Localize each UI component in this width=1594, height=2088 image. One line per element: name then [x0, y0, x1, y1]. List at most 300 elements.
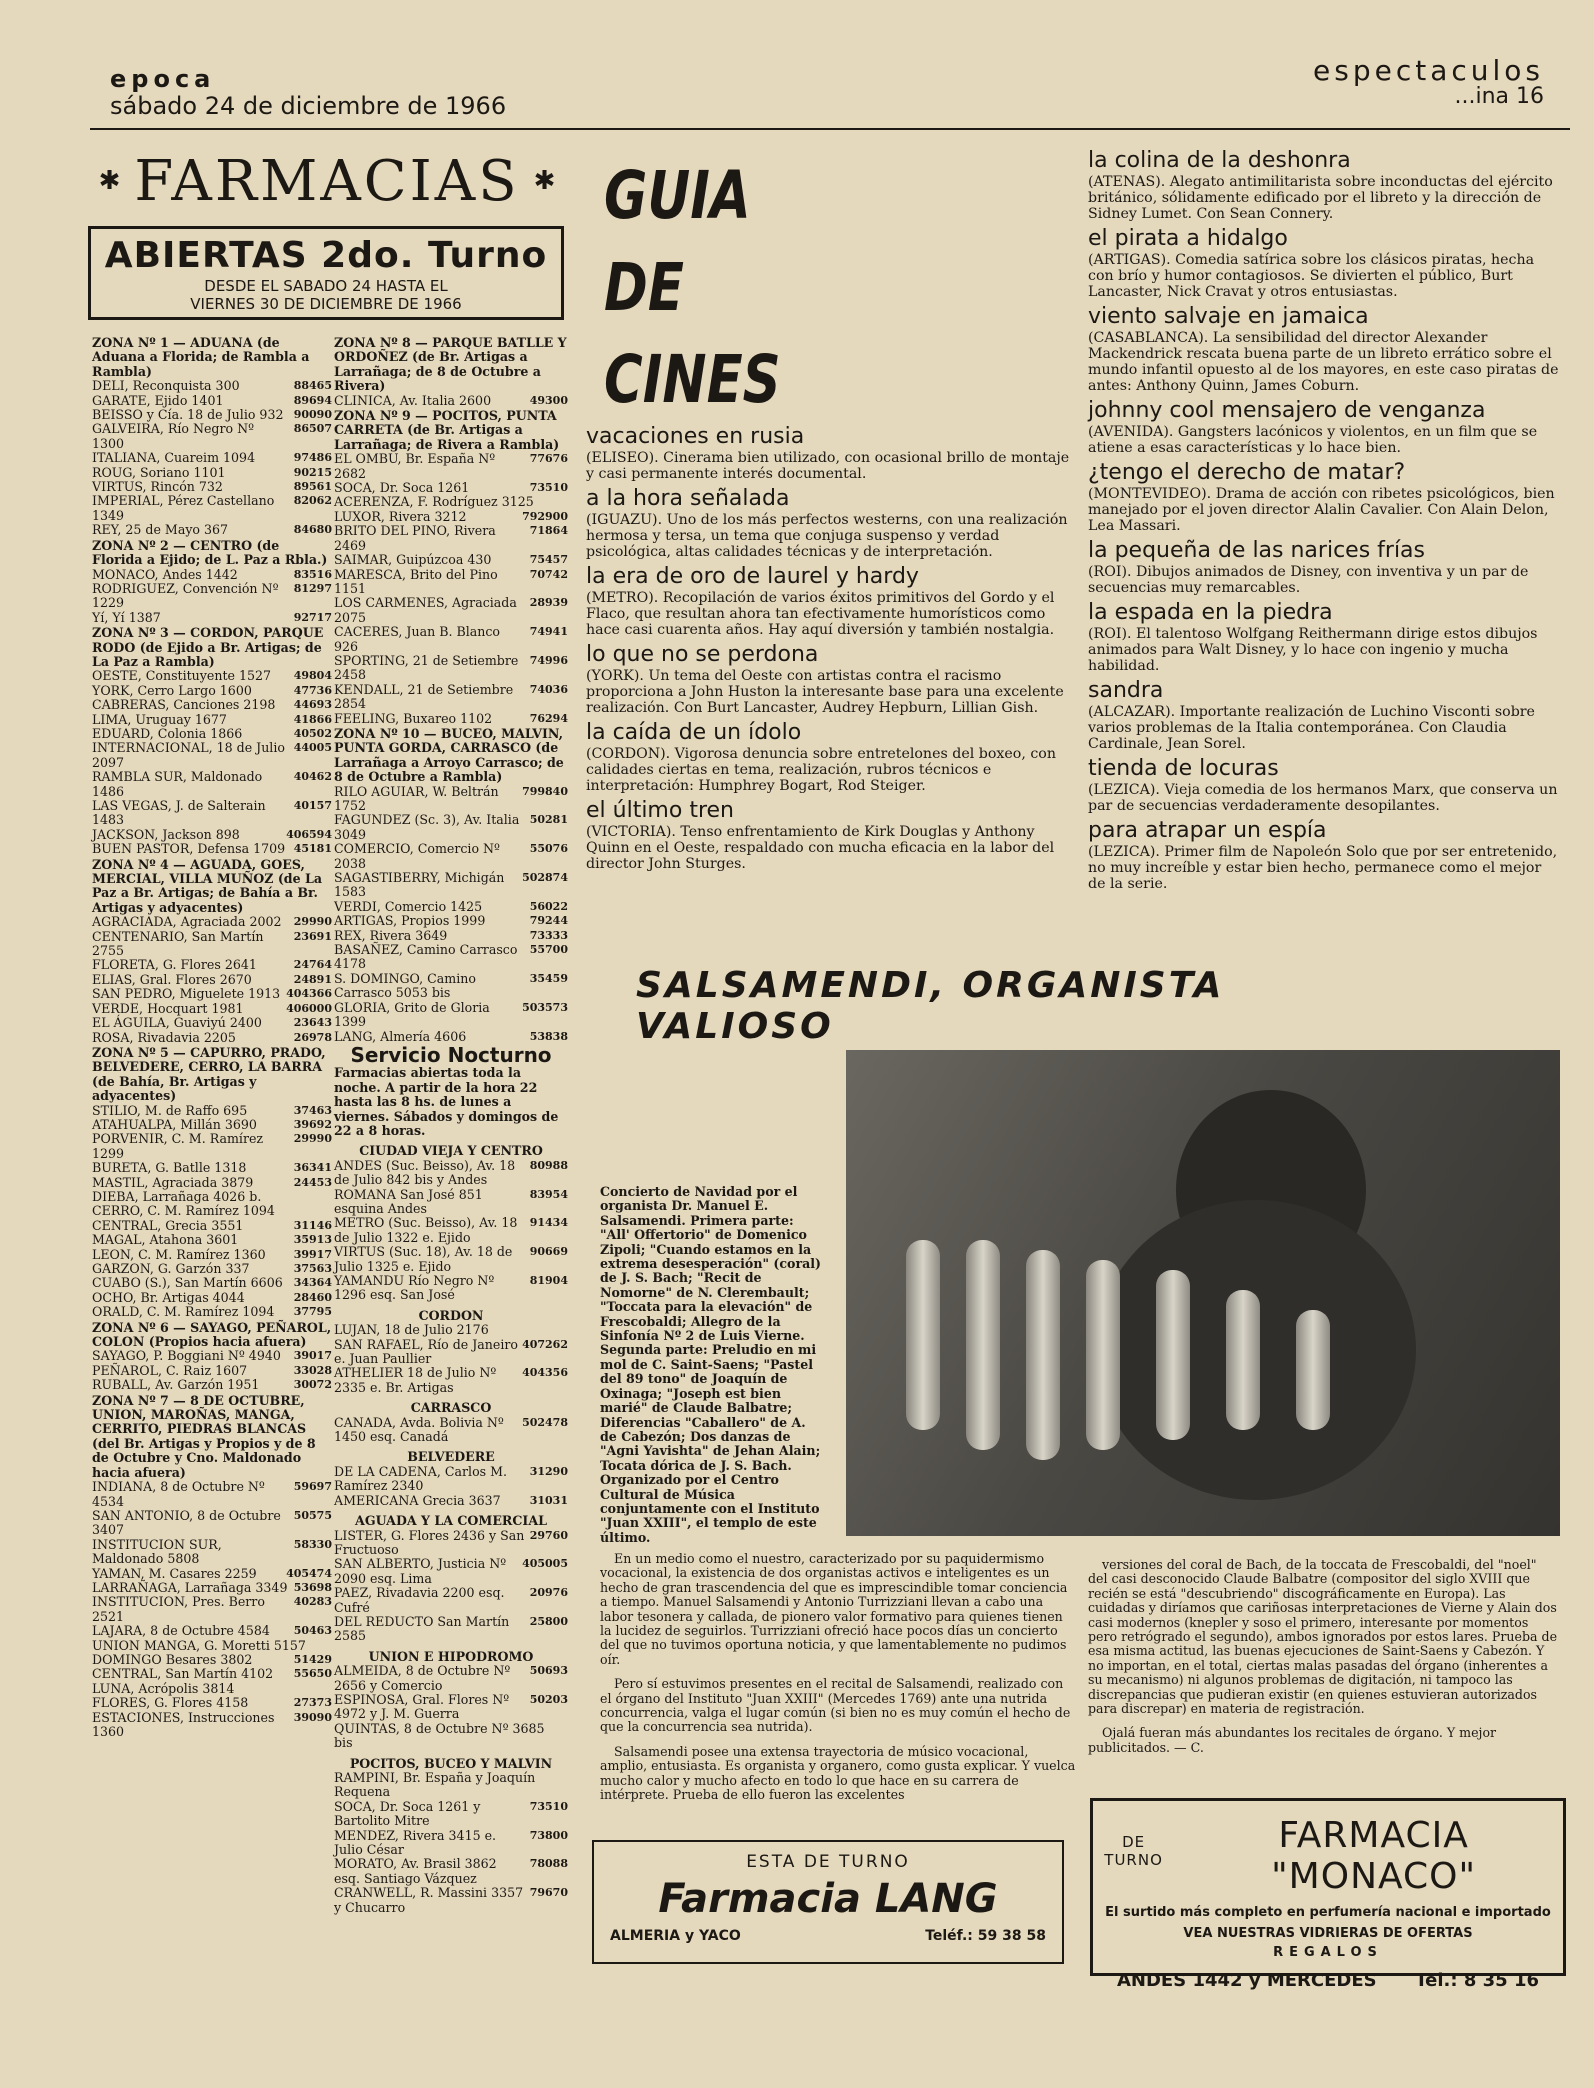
pharmacy-entry — [92, 1509, 332, 1538]
pharmacy-name-address: INDIANA, 8 de Octubre Nº 4534 — [92, 1479, 265, 1509]
pharmacy-name-address: ITALIANA, Cuareim 1094 — [92, 450, 256, 466]
pharmacy-phone: 29990 — [293, 915, 332, 929]
pharmacy-phone: 56022 — [529, 899, 568, 913]
film-review-text: (LEZICA). Vieja comedia de los hermanos Marx, que conserva un par de secuencias verdaderamente desopilantes. — [1088, 782, 1558, 814]
guia-de-cines-heading — [604, 150, 780, 426]
pharmacy-entry — [92, 1653, 332, 1667]
pharmacy-name-address: CUABO (S.), San Martín 6606 — [92, 1275, 283, 1291]
pharmacy-phone: 25800 — [529, 1614, 568, 1628]
pharmacy-entry — [334, 1829, 568, 1858]
pharmacy-phone: 39090 — [293, 1710, 332, 1724]
farmacia-lang-ad — [592, 1840, 1064, 1964]
pharmacy-name-address: ORALD, C. M. Ramírez 1094 — [92, 1304, 275, 1320]
pharmacy-name-address: SAN ANTONIO, 8 de Octubre 3407 — [92, 1507, 281, 1538]
film-review-text: (AVENIDA). Gangsters lacónicos y violentos, en un film que se atiene a esas características y lo hace bien. — [1088, 424, 1538, 456]
pharmacy-name-address: MAGAL, Atahona 3601 — [92, 1232, 239, 1248]
pharmacy-phone: 55700 — [529, 943, 568, 957]
pharmacy-name-address: BRITO DEL PINO, Rivera 2469 — [334, 523, 496, 553]
article-paragraph: versiones del coral de Bach, de la toccata de Frescobaldi, del "noel" del casi desconocido Claude Balbatre (compositor del siglo XVIII que recién se está "descubriendo" discográficamente en Europa). Las cuidadas y diríamos que cariñosas interpretaciones de Vierne y Alain dos casi modernos (knepler y soso el primero, interesante por momentos pero retrógrado el segundo), ambos ignorados por estos lares. Prueba de esa misma actitud, las buenas ejecuciones de Saint-Saens y Cabezón. Y no importan, en el total, ciertas malas pasadas del órgano (inherentes a su mecanismo) ni algunos problemas de digitación, ni tampoco las discrepancias que pudieran existir (en quienes estuvieran autorizados para discrepar) en materia de registración. — [1088, 1557, 1558, 1717]
pharmacy-name-address: GLORIA, Grito de Gloria 1399 — [334, 999, 490, 1030]
pharmacy-entry — [334, 596, 568, 625]
ad-monaco-de-turno: DE TURNO — [1104, 1833, 1163, 1869]
zone-heading: ZONA Nº 2 — CENTRO (de Florida a Ejido; de L. Paz a Rbla.) — [92, 537, 328, 568]
pharmacy-entry — [92, 1581, 332, 1595]
pharmacy-entry — [92, 828, 332, 842]
pharmacy-entry — [334, 394, 568, 408]
pharmacy-entry — [92, 1538, 332, 1567]
film-title: tienda de locuras — [1088, 756, 1279, 781]
article-body-right — [1088, 1558, 1560, 1765]
turno-dates-line2: VIERNES 30 DE DICIEMBRE DE 1966 — [190, 295, 462, 313]
pharmacy-entry — [334, 813, 568, 842]
ad-lang-name: Farmacia LANG — [658, 1876, 998, 1922]
pharmacy-phone: 406594 — [286, 827, 332, 841]
pharmacy-phone: 27373 — [293, 1696, 332, 1710]
pharmacy-phone: 73510 — [529, 481, 568, 495]
pharmacy-entry — [334, 1338, 568, 1367]
pharmacy-phone: 502874 — [522, 871, 568, 885]
pharmacy-name-address: CLINICA, Av. Italia 2600 — [334, 392, 492, 408]
pharmacy-phone: 50281 — [529, 813, 568, 827]
pharmacy-phone: 77676 — [529, 452, 568, 466]
pharmacy-entry — [92, 1118, 332, 1132]
article-body-left — [600, 1552, 1076, 1813]
pharmacy-name-address: MORATO, Av. Brasil 3862 esq. Santiago Vázquez — [334, 1856, 497, 1886]
pharmacy-phone: 80988 — [529, 1158, 568, 1172]
pharmacy-phone: 31290 — [529, 1464, 568, 1478]
article-paragraph: Pero sí estuvimos presentes en el recital de Salsamendi, realizado con el órgano del Instituto "Juan XXIII" (Mercedes 1769) ante una nutrida concurrencia, valga el lugar común (si bien no es muy común el hecho de que la concurrencia sea nutrida). — [600, 1676, 1071, 1735]
pharmacy-name-address: ESPINOSA, Gral. Flores Nº 4972 y J. M. Guerra — [334, 1691, 510, 1722]
pharmacy-phone: 31146 — [293, 1218, 332, 1232]
pharmacy-entry — [334, 929, 568, 943]
pharmacy-entry — [92, 799, 332, 828]
issue-date: sábado 24 de diciembre de 1966 — [110, 92, 507, 120]
pharmacy-name-address: EL OMBU, Br. España Nº 2682 — [334, 451, 496, 481]
pharmacy-entry — [92, 1696, 332, 1710]
pharmacy-name-address: YAMANDU Río Negro Nº 1296 esq. San José — [334, 1273, 495, 1303]
pharmacy-entry — [334, 1557, 568, 1586]
pharmacy-name-address: LOS CARMENES, Agraciada 2075 — [334, 595, 517, 625]
pharmacy-phone: 50575 — [293, 1508, 332, 1522]
pharmacy-name-address: QUINTAS, 8 de Octubre Nº 3685 bis — [334, 1720, 545, 1751]
film-review — [1088, 538, 1560, 596]
pharmacy-name-address: LAJARA, 8 de Octubre 4584 — [92, 1623, 270, 1639]
pharmacy-name-address: COMERCIO, Comercio Nº 2038 — [334, 841, 500, 871]
pharmacy-phone: 49300 — [529, 393, 568, 407]
pharmacy-name-address: PEÑAROL, C. Raiz 1607 — [92, 1362, 248, 1378]
pharmacy-phone: 37463 — [293, 1103, 332, 1117]
pharmacy-entry — [92, 1190, 332, 1204]
pharmacy-name-address: GALVEIRA, Río Negro Nº 1300 — [92, 421, 255, 451]
pharmacy-name-address: ESTACIONES, Instrucciones 1360 — [92, 1709, 275, 1739]
pharmacy-phone: 37563 — [293, 1262, 332, 1275]
film-review — [1088, 678, 1560, 752]
pharmacy-entry — [334, 871, 568, 900]
film-review-text: (CASABLANCA). La sensibilidad del director Alexander Mackendrick rescata buena parte de un libreto errático sobre el mundo infantil opuesto al de los mayores, en este caso piratas de antes: Anthony Quinn, James Coburn. — [1088, 330, 1559, 394]
pharmacy-phone: 792900 — [522, 509, 568, 523]
pharmacy-name-address: RUBALL, Av. Garzón 1951 — [92, 1377, 260, 1393]
pharmacy-entry — [92, 958, 332, 972]
farmacias-title: FARMACIAS — [134, 148, 520, 214]
pharmacy-phone: 24764 — [293, 958, 332, 972]
zone-heading: ZONA Nº 1 — ADUANA (de Aduana a Florida; de Rambla a Rambla) — [92, 335, 310, 379]
pharmacy-entry — [334, 943, 568, 972]
pharmacy-phone: 90215 — [293, 465, 332, 479]
pharmacy-entry — [92, 1682, 332, 1696]
pharmacy-name-address: CANADA, Avda. Bolivia Nº 1450 esq. Canadá — [334, 1414, 504, 1445]
film-review-text: (ARTIGAS). Comedia satírica sobre los clásicos piratas, hecha con brío y humor contagiosos. Se divierten el público, Burt Lancaster, Nick Cravat y otros entusiastas. — [1088, 252, 1535, 300]
pharmacy-entry — [92, 408, 332, 422]
pharmacy-phone: 33028 — [293, 1363, 332, 1377]
organ-photo — [846, 1050, 1560, 1536]
pharmacy-entry — [92, 379, 332, 393]
pharmacy-phone: 28460 — [293, 1290, 332, 1304]
pharmacy-entry — [92, 1667, 332, 1681]
pharmacy-name-address: ATHELIER 18 de Julio Nº 2335 e. Br. Artigas — [334, 1365, 497, 1395]
pharmacy-name-address: LANG, Almería 4606 — [334, 1028, 467, 1044]
ad-monaco-phone: Tel.: 8 35 16 — [1415, 1970, 1539, 1991]
pharmacy-name-address: ARTIGAS, Propios 1999 — [334, 913, 486, 929]
pharmacy-phone: 47736 — [293, 683, 332, 697]
film-review — [586, 424, 1072, 482]
district-heading: BELVEDERE — [407, 1449, 495, 1465]
pharmacy-entry — [334, 1886, 568, 1915]
pharmacy-name-address: DIEBA, Larrañaga 4026 b. — [92, 1188, 262, 1204]
film-review-text: (ELISEO). Cinerama bien utilizado, con ocasional brillo de montaje y casi permanente interés documental. — [586, 450, 1070, 482]
pharmacy-entry — [92, 611, 332, 625]
film-title: a la hora señalada — [586, 486, 790, 511]
film-title: para atrapar un espía — [1088, 818, 1327, 843]
film-review-text: (MONTEVIDEO). Drama de acción con ribetes psicológicos, bien manejado por el joven director Alalin Cavalier. Con Alain Delon, Lea Massari. — [1088, 486, 1555, 534]
film-title: lo que no se perdona — [586, 642, 819, 667]
pharmacy-entry — [92, 422, 332, 451]
pharmacy-entry — [92, 1567, 332, 1581]
page-header-right — [1313, 54, 1544, 109]
pharmacy-phone: 82062 — [293, 494, 332, 508]
pharmacy-entry — [334, 1586, 568, 1615]
pharmacy-entry — [334, 1529, 568, 1558]
pharmacy-entry — [92, 1176, 332, 1190]
servicio-nocturno-text: Farmacias abiertas toda la noche. A partir de la hora 22 hasta las 8 hs. de lunes a viernes. Sábados y domingos de 22 a 8 horas. — [334, 1065, 559, 1138]
pharmacy-entry — [92, 1233, 332, 1247]
zone-heading: ZONA Nº 5 — CAPURRO, PRADO, BELVEDERE, CERRO, LA BARRA (de Bahía, Br. Artigas y adyacentes) — [92, 1044, 326, 1104]
pharmacy-name-address: SAYAGO, P. Boggiani Nº 4940 — [92, 1348, 281, 1364]
pharmacy-entry — [92, 1480, 332, 1509]
zone-heading: ZONA Nº 9 — POCITOS, PUNTA CARRETA (de Br. Artigas a Larrañaga; de Rivera a Rambla) — [334, 408, 560, 452]
pharmacy-phone: 39692 — [293, 1117, 332, 1131]
farmacias-heading — [82, 148, 572, 214]
film-title: johnny cool mensajero de venganza — [1088, 398, 1486, 423]
pharmacy-name-address: RILO AGUIAR, W. Beltrán 1752 — [334, 783, 499, 813]
article-paragraph: En un medio como el nuestro, caracterizado por su paquidermismo vocacional, la existencia de dos organistas activos e inteligentes es un hecho de gran trascendencia del que es imprescindible tomar conciencia a tiempo. Manuel Salsamendi y Antonio Turrizziani llevan a cabo una labor tesonera y callada, de pionero valor formativo para quienes tienen la lucidez de seguirlos. Turrizziani ofreció hace pocos días un concierto del que no tuvimos oportuna noticia, y que lamentablemente no pudimos oír. — [600, 1551, 1068, 1667]
pharmacy-name-address: INSTITUCION, Pres. Berro 2521 — [92, 1594, 265, 1624]
pharmacy-entry — [92, 915, 332, 929]
pharmacy-phone: 407262 — [522, 1337, 568, 1351]
pharmacy-entry — [334, 712, 568, 726]
turno-title: ABIERTAS 2do. Turno — [104, 235, 548, 276]
pharmacy-entry — [92, 842, 332, 856]
film-title: la caída de un ídolo — [586, 720, 802, 745]
turno-dates-line1: DESDE EL SABADO 24 HASTA EL — [204, 277, 448, 295]
pharmacy-name-address: RAMBLA SUR, Maldonado 1486 — [92, 769, 263, 799]
pharmacy-name-address: JACKSON, Jackson 898 — [92, 826, 240, 842]
film-review — [586, 486, 1072, 560]
pharmacy-entry — [334, 1722, 568, 1751]
pharmacy-list-column-2 — [334, 335, 568, 1915]
pharmacy-entry — [92, 1132, 332, 1161]
film-review-text: (ALCAZAR). Importante realización de Luchino Visconti sobre varios problemas de la Italia contemporánea. Con Claudia Cardinale, Jean Sorel. — [1088, 704, 1535, 752]
pharmacy-entry — [334, 683, 568, 712]
film-title: sandra — [1088, 678, 1164, 703]
pharmacy-name-address: OCHO, Br. Artigas 4044 — [92, 1289, 245, 1305]
pharmacy-entry — [92, 770, 332, 799]
pharmacy-name-address: FLORETA, G. Flores 2641 — [92, 957, 257, 973]
pharmacy-phone: 79244 — [529, 914, 568, 928]
pharmacy-entry — [92, 1161, 332, 1175]
pharmacy-name-address: UNION MANGA, G. Moretti 5157 — [92, 1637, 306, 1653]
zone-heading: ZONA Nº 10 — BUCEO, MALVIN, PUNTA GORDA, CARRASCO (de Larrañaga a Arroyo Carrasco; de 8 de Octubre a Rambla) — [334, 725, 564, 785]
pharmacy-name-address: CRANWELL, R. Massini 3357 y Chucarro — [334, 1885, 524, 1915]
film-title: el pirata a hidalgo — [1088, 226, 1288, 251]
pharmacy-phone: 53838 — [529, 1029, 568, 1043]
pharmacy-phone: 40502 — [293, 726, 332, 740]
film-review — [1088, 460, 1560, 534]
film-title: la pequeña de las narices frías — [1088, 538, 1426, 563]
pharmacy-phone: 405005 — [522, 1557, 568, 1571]
film-title: vacaciones en rusia — [586, 424, 805, 449]
pharmacy-entry — [92, 1219, 332, 1233]
pharmacy-entry — [334, 495, 568, 509]
pharmacy-entry — [334, 1216, 568, 1245]
pharmacy-entry — [92, 1639, 332, 1653]
pharmacy-entry — [334, 654, 568, 683]
film-title: ¿tengo el derecho de matar? — [1088, 460, 1406, 485]
pharmacy-name-address: METRO (Suc. Beisso), Av. 18 de Julio 1322 e. Ejido — [334, 1215, 518, 1245]
pharmacy-name-address: CENTENARIO, San Martín 2755 — [92, 928, 264, 959]
pharmacy-name-address: CENTRAL, San Martín 4102 — [92, 1666, 274, 1682]
pharmacy-name-address: SAN PEDRO, Miguelete 1913 — [92, 986, 281, 1002]
ad-monaco-name: FARMACIA "MONACO" — [1271, 1815, 1477, 1897]
film-review — [1088, 304, 1560, 394]
pharmacy-entry — [334, 1465, 568, 1494]
pharmacy-phone: 74996 — [529, 653, 568, 667]
pharmacy-entry — [334, 452, 568, 481]
pharmacy-name-address: LUNA, Acrópolis 3814 — [92, 1680, 235, 1696]
pharmacy-entry — [334, 1800, 568, 1829]
pharmacy-phone: 405474 — [286, 1566, 332, 1580]
pharmacy-entry — [92, 1291, 332, 1305]
pharmacy-name-address: MASTIL, Agraciada 3879 — [92, 1174, 254, 1190]
pharmacy-entry — [334, 900, 568, 914]
pharmacy-name-address: DEL REDUCTO San Martín 2585 — [334, 1613, 510, 1644]
film-review-text: (LEZICA). Primer film de Napoleón Solo que por ser entretenido, no muy increíble y estar bien hecho, permanece como el mejor de la serie. — [1088, 844, 1558, 892]
film-title: la colina de la deshonra — [1088, 148, 1351, 173]
section-name: espectaculos — [1313, 54, 1544, 87]
pharmacy-phone: 78088 — [529, 1857, 568, 1871]
pharmacy-phone: 40283 — [293, 1595, 332, 1609]
pharmacy-name-address: BURETA, G. Batlle 1318 — [92, 1160, 247, 1176]
pharmacy-phone: 74036 — [529, 682, 568, 696]
pharmacy-name-address: Yí, Yí 1387 — [92, 609, 161, 625]
pharmacy-phone: 55076 — [529, 842, 568, 856]
pharmacy-phone: 73333 — [529, 928, 568, 942]
pharmacy-entry — [334, 1366, 568, 1395]
publication-name: epoca — [110, 65, 216, 93]
pharmacy-phone: 28939 — [529, 596, 568, 610]
pharmacy-phone: 23691 — [293, 929, 332, 943]
article-paragraph: Salsamendi posee una extensa trayectoria de músico vocacional, amplio, entusiasta. Es organista y organero, como gusta explicar. Y vuelca mucho calor y mucho afecto en todo lo que hace en su carrera de intérprete. Prueba de ello fueron las excelentes — [600, 1743, 1076, 1803]
film-review-text: (ROI). Dibujos animados de Disney, con inventiva y un par de secuencias muy remarcables. — [1088, 564, 1529, 596]
pharmacy-name-address: SAN RAFAEL, Río de Janeiro e. Juan Paullier — [334, 1336, 518, 1367]
pharmacy-name-address: FEELING, Buxareo 1102 — [334, 710, 493, 726]
pharmacy-name-address: CABRERAS, Canciones 2198 — [92, 697, 276, 713]
pharmacy-entry — [92, 1104, 332, 1118]
pharmacy-name-address: PAEZ, Rivadavia 2200 esq. Cufré — [334, 1585, 505, 1615]
page-number: ...ina 16 — [1454, 84, 1544, 109]
pharmacy-phone: 74941 — [529, 625, 568, 639]
pharmacy-entry — [334, 1664, 568, 1693]
film-review — [1088, 818, 1560, 892]
servicio-nocturno-title: Servicio Nocturno — [350, 1042, 552, 1067]
pharmacy-phone: 24453 — [293, 1175, 332, 1189]
pharmacy-entry — [92, 1711, 332, 1740]
film-review — [1088, 756, 1560, 814]
pharmacy-entry — [92, 480, 332, 494]
pharmacy-entry — [334, 914, 568, 928]
pharmacy-name-address: REY, 25 de Mayo 367 — [92, 522, 229, 538]
pharmacy-entry — [92, 1204, 332, 1218]
pharmacy-entry — [92, 698, 332, 712]
pharmacy-name-address: RODRIGUEZ, Convención Nº 1229 — [92, 580, 279, 611]
pharmacy-name-address: LAS VEGAS, J. de Salterain 1483 — [92, 798, 266, 828]
pharmacy-name-address: LARRAÑAGA, Larrañaga 3349 — [92, 1579, 288, 1595]
pharmacy-phone: 40157 — [293, 799, 332, 812]
pharmacy-phone: 73800 — [529, 1828, 568, 1842]
pharmacy-name-address: MENDEZ, Rivera 3415 e. Julio César — [334, 1827, 497, 1858]
film-review — [586, 798, 1072, 872]
pharmacy-name-address: SOCA, Dr. Soca 1261 y Bartolito Mitre — [334, 1798, 481, 1829]
pharmacy-name-address: BEISSO y Cía. 18 de Julio 932 — [92, 407, 284, 423]
pharmacy-name-address: KENDALL, 21 de Setiembre 2854 — [334, 681, 514, 712]
pharmacy-name-address: AGRACIADA, Agraciada 2002 — [92, 914, 282, 930]
district-heading: CIUDAD VIEJA Y CENTRO — [359, 1143, 543, 1159]
pharmacy-phone: 29990 — [293, 1132, 332, 1146]
pharmacy-phone: 45181 — [293, 842, 332, 856]
pharmacy-name-address: INTERNACIONAL, 18 de Julio 2097 — [92, 740, 285, 770]
pharmacy-entry — [92, 1349, 332, 1363]
film-review-text: (ATENAS). Alegato antimilitarista sobre inconductas del ejército británico, sólidamente edificado por el libreto y la dirección de Sidney Lumet. Con Sean Connery. — [1088, 174, 1553, 222]
pharmacy-name-address: ELIAS, Gral. Flores 2670 — [92, 971, 252, 987]
pharmacy-phone: 20976 — [529, 1586, 568, 1600]
pharmacy-phone: 41866 — [293, 712, 332, 726]
pharmacy-name-address: CERRO, C. M. Ramírez 1094 — [92, 1203, 275, 1219]
pharmacy-entry — [92, 523, 332, 537]
pharmacy-name-address: OESTE, Constituyente 1527 — [92, 668, 272, 684]
pharmacy-entry — [334, 1771, 568, 1800]
pharmacy-entry — [92, 1595, 332, 1624]
film-title: viento salvaje en jamaica — [1088, 304, 1369, 329]
pharmacy-phone: 50463 — [293, 1624, 332, 1638]
district-heading: UNION E HIPODROMO — [368, 1648, 534, 1664]
pharmacy-entry — [92, 1276, 332, 1290]
pharmacy-phone: 406000 — [286, 1001, 332, 1015]
pharmacy-name-address: IMPERIAL, Pérez Castellano 1349 — [92, 493, 275, 523]
pharmacy-entry — [334, 842, 568, 871]
pharmacy-entry — [334, 625, 568, 654]
pharmacy-phone: 26978 — [293, 1030, 332, 1044]
pharmacy-name-address: CENTRAL, Grecia 3551 — [92, 1217, 244, 1233]
film-review-text: (IGUAZU). Uno de los más perfectos westerns, con una realización hermosa y tersa, un tema que conjuga suspenso y verdad psicológica, altas calidades técnicas y de interpretación. — [586, 512, 1068, 560]
pharmacy-entry — [92, 1364, 332, 1378]
district-heading: CORDON — [418, 1307, 484, 1323]
pharmacy-entry — [92, 1016, 332, 1030]
pharmacy-entry — [334, 510, 568, 524]
pharmacy-phone: 29760 — [529, 1528, 568, 1542]
ad-lang-kicker: ESTA DE TURNO — [746, 1852, 910, 1872]
pharmacy-name-address: ATAHUALPA, Millán 3690 — [92, 1116, 257, 1132]
film-review-text: (YORK). Un tema del Oeste con artistas contra el racismo proporciona a John Huston la interesante base para una excelente realización. Con Burt Lancaster, Audrey Hepburn, Lillian Gish. — [586, 668, 1064, 716]
pharmacy-phone: 81297 — [293, 581, 332, 595]
film-review-text: (CORDON). Vigorosa denuncia sobre entretelones del boxeo, con calidades ciertas en tema, realización, rubros técnicos e interpretación: Humphrey Bogart, Rod Steiger. — [586, 746, 1056, 794]
film-review — [1088, 398, 1560, 456]
pharmacy-entry — [334, 1159, 568, 1188]
pharmacy-phone: 58330 — [293, 1537, 332, 1551]
pharmacy-name-address: LUJAN, 18 de Julio 2176 — [334, 1322, 489, 1338]
zone-heading: ZONA Nº 8 — PARQUE BATLLE Y ORDOÑEZ (de Br. Artigas a Larrañaga; de 8 de Octubre a Rivera) — [334, 335, 567, 394]
pharmacy-entry — [92, 727, 332, 741]
pharmacy-phone: 97486 — [293, 451, 332, 465]
pharmacy-phone: 92717 — [293, 610, 332, 624]
pharmacy-name-address: BUEN PASTOR, Defensa 1709 — [92, 841, 286, 857]
pharmacy-name-address: REX, Rivera 3649 — [334, 927, 448, 943]
pharmacy-entry — [334, 1693, 568, 1722]
pharmacy-phone: 89694 — [293, 393, 332, 407]
pharmacy-entry — [92, 1262, 332, 1276]
pharmacy-phone: 88465 — [293, 379, 332, 393]
ad-monaco-line1: El surtido más completo en perfumería nacional e importado — [1105, 1905, 1551, 1920]
pharmacy-name-address: MONACO, Andes 1442 — [92, 566, 238, 582]
pharmacy-name-address: YAMAN, M. Casares 2259 — [92, 1565, 257, 1581]
pharmacy-phone: 34364 — [293, 1276, 332, 1290]
pharmacy-phone: 89561 — [293, 480, 332, 494]
star-icon: ✱ — [98, 166, 121, 196]
pharmacy-entry — [92, 1624, 332, 1638]
pharmacy-name-address: SPORTING, 21 de Setiembre 2458 — [334, 652, 519, 683]
pharmacy-phone: 404356 — [522, 1366, 568, 1380]
film-review-text: (ROI). El talentoso Wolfgang Reithermann dirige estos dibujos animados para Walt Disney, y lo hace con ingenio y mucha habilidad. — [1088, 626, 1538, 674]
pharmacy-name-address: VIRTUS, Rincón 732 — [92, 479, 223, 495]
zone-heading: ZONA Nº 3 — CORDON, PARQUE RODO (de Ejido a Br. Artigas; de La Paz a Rambla) — [92, 625, 324, 669]
ad-lang-phone: 59 38 58 — [977, 1928, 1046, 1944]
pharmacy-name-address: LEON, C. M. Ramírez 1360 — [92, 1246, 266, 1262]
pharmacy-entry — [92, 466, 332, 480]
pharmacy-entry — [92, 741, 332, 770]
guia-word: GUIA — [604, 157, 751, 234]
pharmacy-phone: 799840 — [522, 784, 568, 798]
pharmacy-name-address: ROUG, Soriano 1101 — [92, 464, 226, 480]
pharmacy-entry — [92, 568, 332, 582]
pharmacy-phone: 35459 — [529, 971, 568, 985]
district-heading: CARRASCO — [410, 1400, 492, 1416]
pharmacy-phone: 36341 — [293, 1161, 332, 1175]
pharmacy-name-address: DE LA CADENA, Carlos M. Ramírez 2340 — [334, 1463, 508, 1494]
pharmacy-phone: 23643 — [293, 1016, 332, 1030]
pharmacy-phone: 76294 — [529, 711, 568, 725]
film-review — [1088, 148, 1560, 222]
film-review — [586, 720, 1072, 794]
pharmacy-name-address: ALMEIDA, 8 de Octubre Nº 2656 y Comercio — [334, 1663, 511, 1693]
pharmacy-phone: 44005 — [293, 741, 332, 755]
